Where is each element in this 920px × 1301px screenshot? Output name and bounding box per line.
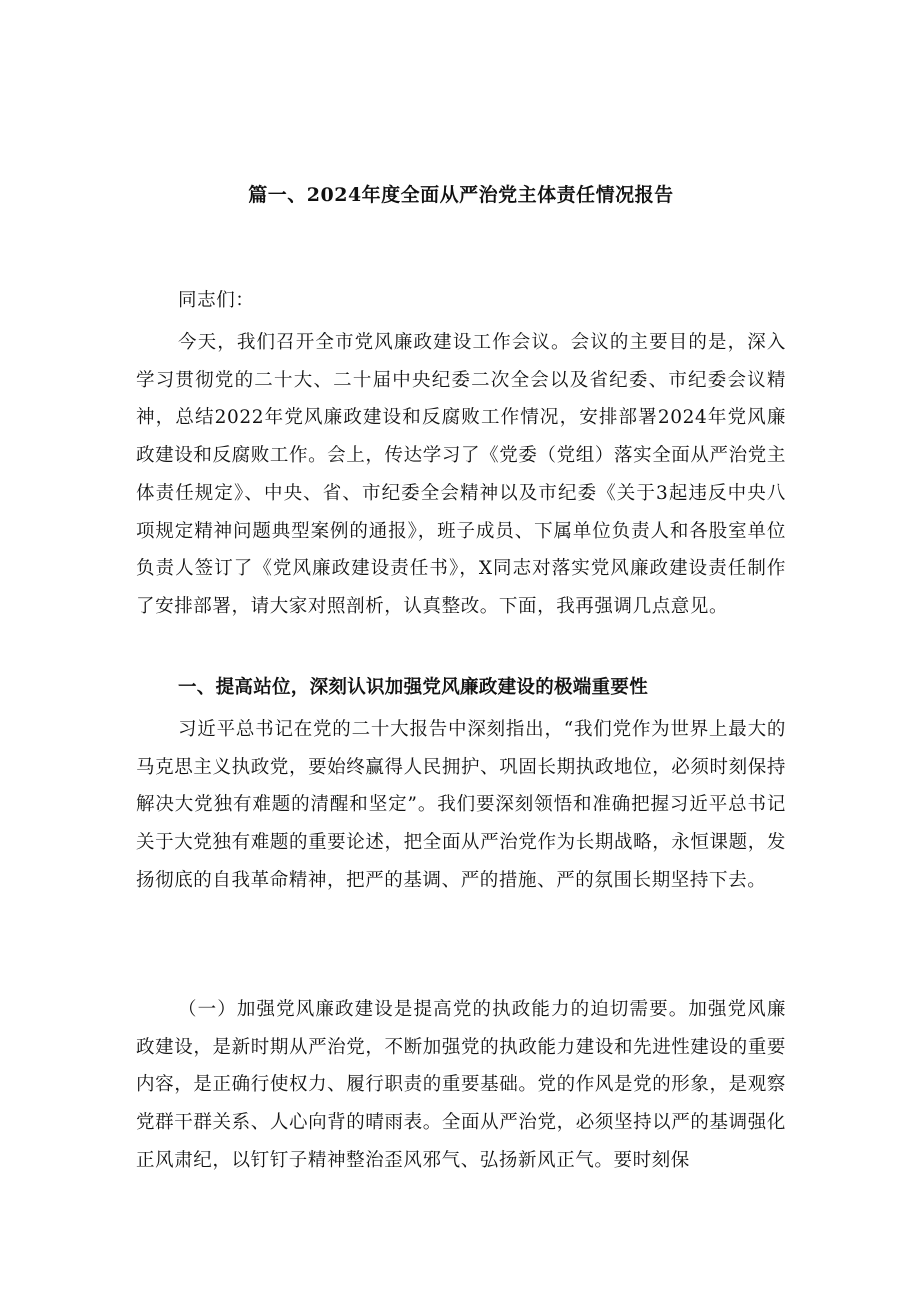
paragraph-text: 习近平总书记在党的二十大报告中深刻指出，“我们党作为世界上最大的马克思主义执政党，要始终赢得人民拥护、巩固长期执政地位，必须时刻保持解决大党独有难题的清醒和坚定”。我们要深刻领悟和准确把握习近平总书记关于大党独有难题的重要论述，把全面从严治党作为长期战略，永恒课题，发扬彻底的自我革命精神，把严的基调、严的措施、严的氛围长期坚持下去。: [136, 719, 786, 891]
paragraph-subsection: [136, 991, 786, 1180]
paragraph-text: （一）加强党风廉政建设是提高党的执政能力的迫切需要。加强党风廉政建设，是新时期从严治党，不断加强党的执政能力建设和先进性建设的重要内容，是正确行使权力、履行职责的重要基础。党的作风是党的形象，是观察党群干群关系、人心向背的晴雨表。全面从严治党，必须坚持以严的基调强化正风肃纪，以钉钉子精神整治歪风邪气、弘扬新风正气。要时刻保: [136, 999, 786, 1171]
paragraph-quote: [136, 711, 786, 900]
document-title: 篇一、2024年度全面从严治党主体责任情况报告: [248, 184, 674, 206]
paragraph-text: 今天，我们召开全市党风廉政建设工作会议。会议的主要目的是，深入学习贯彻党的二十大、二十届中央纪委二次全会以及省纪委、市纪委会议精神，总结2022年党风廉政建设和反腐败工作情况，安排部署2024年党风廉政建设和反腐败工作。会上，传达学习了《党委（党组）落实全面从严治党主体责任规定》、中央、省、市纪委全会精神以及市纪委《关于3起违反中央八项规定精神问题典型案例的通报》，班子成员、下属单位负责人和各股室单位负责人签订了《党风廉政建设责任书》，X同志对落实党风廉政建设责任制作了安排部署，请大家对照剖析，认真整改。下面，我再强调几点意见。: [136, 332, 786, 617]
salutation: 同志们：: [178, 290, 255, 311]
section-heading: 一、提高站位，深刻认识加强党风廉政建设的极端重要性: [178, 677, 649, 698]
paragraph-intro: [136, 324, 786, 626]
